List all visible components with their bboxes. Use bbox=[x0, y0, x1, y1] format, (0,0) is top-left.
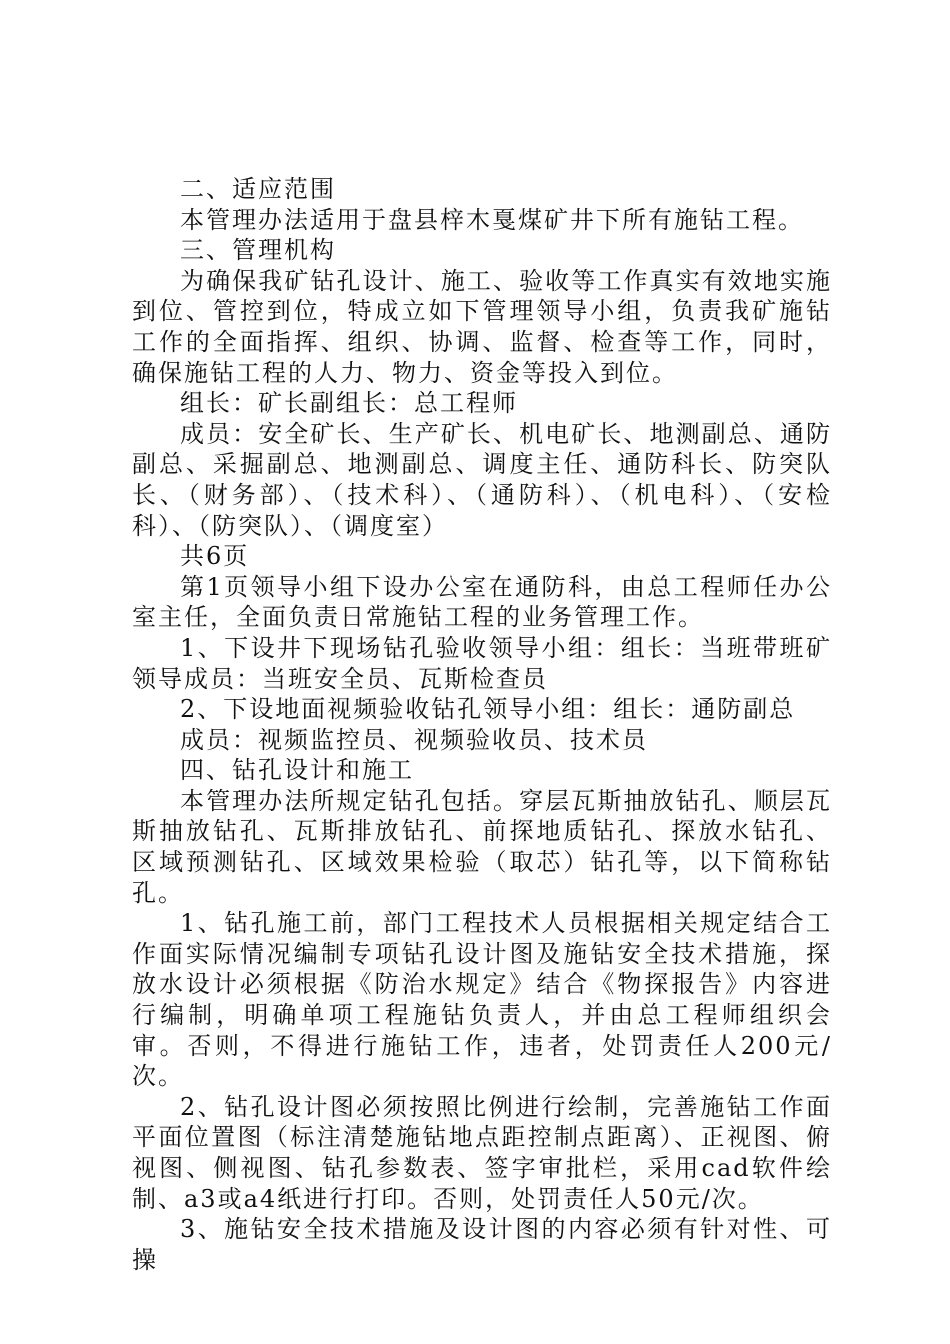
paragraph-video-group: 2、下设地面视频验收钻孔领导小组：组长：通防副总 bbox=[180, 695, 796, 724]
paragraph-leaders: 组长：矿长副组长：总工程师 bbox=[180, 389, 518, 418]
page-count-text: 共6页 bbox=[180, 542, 250, 571]
document-body bbox=[132, 174, 832, 1275]
section-heading-design: 四、钻孔设计和施工 bbox=[180, 756, 414, 785]
paragraph-rule-1: 1、钻孔施工前，部门工程技术人员根据相关规定结合工作面实际情况编制专项钻孔设计图及施钻安全技术措施，探放水设计必须根据《防治水规定》结合《物探报告》内容进行编制，明确单项工程施钻负责人，并由总工程师组织会审。否则，不得进行施钻工作，违者，处罚责任人200元/次。 bbox=[132, 909, 832, 1091]
paragraph-scope: 本管理办法适用于盘县梓木戛煤矿井下所有施钻工程。 bbox=[180, 205, 804, 234]
paragraph-rule-2: 2、钻孔设计图必须按照比例进行绘制，完善施钻工作面平面位置图（标注清楚施钻地点距控制点距离）、正视图、俯视图、侧视图、钻孔参数表、签字审批栏，采用cad软件绘制、a3或a4纸进行打印。否则，处罚责任人50元/次。 bbox=[132, 1092, 832, 1213]
paragraph-onsite-group: 1、下设井下现场钻孔验收领导小组：组长：当班带班矿领导成员：当班安全员、瓦斯检查员 bbox=[132, 633, 832, 693]
paragraph-rule-3: 3、施钻安全技术措施及设计图的内容必须有针对性、可操 bbox=[132, 1215, 832, 1274]
paragraph-members: 成员：安全矿长、生产矿长、机电矿长、地测副总、通防副总、采掘副总、地测副总、调度主任、通防科长、防突队长、（财务部）、（技术科）、（通防科）、（机电科）、（安检科）、（防突队）、（调度室） bbox=[132, 419, 832, 540]
paragraph-organization: 为确保我矿钻孔设计、施工、验收等工作真实有效地实施到位、管控到位，特成立如下管理领导小组，负责我矿施钻工作的全面指挥、组织、协调、监督、检查等工作，同时，确保施钻工程的人力、物力、资金等投入到位。 bbox=[132, 266, 832, 387]
section-heading-organization: 三、管理机构 bbox=[180, 236, 336, 265]
section-heading-scope: 二、适应范围 bbox=[180, 175, 336, 203]
paragraph-office: 第1页领导小组下设办公室在通防科，由总工程师任办公室主任，全面负责日常施钻工程的业务管理工作。 bbox=[132, 572, 832, 632]
paragraph-borehole-types: 本管理办法所规定钻孔包括。穿层瓦斯抽放钻孔、顺层瓦斯抽放钻孔、瓦斯排放钻孔、前探地质钻孔、探放水钻孔、区域预测钻孔、区域效果检验（取芯）钻孔等，以下简称钻孔。 bbox=[132, 786, 832, 907]
paragraph-video-members: 成员：视频监控员、视频验收员、技术员 bbox=[180, 725, 648, 754]
